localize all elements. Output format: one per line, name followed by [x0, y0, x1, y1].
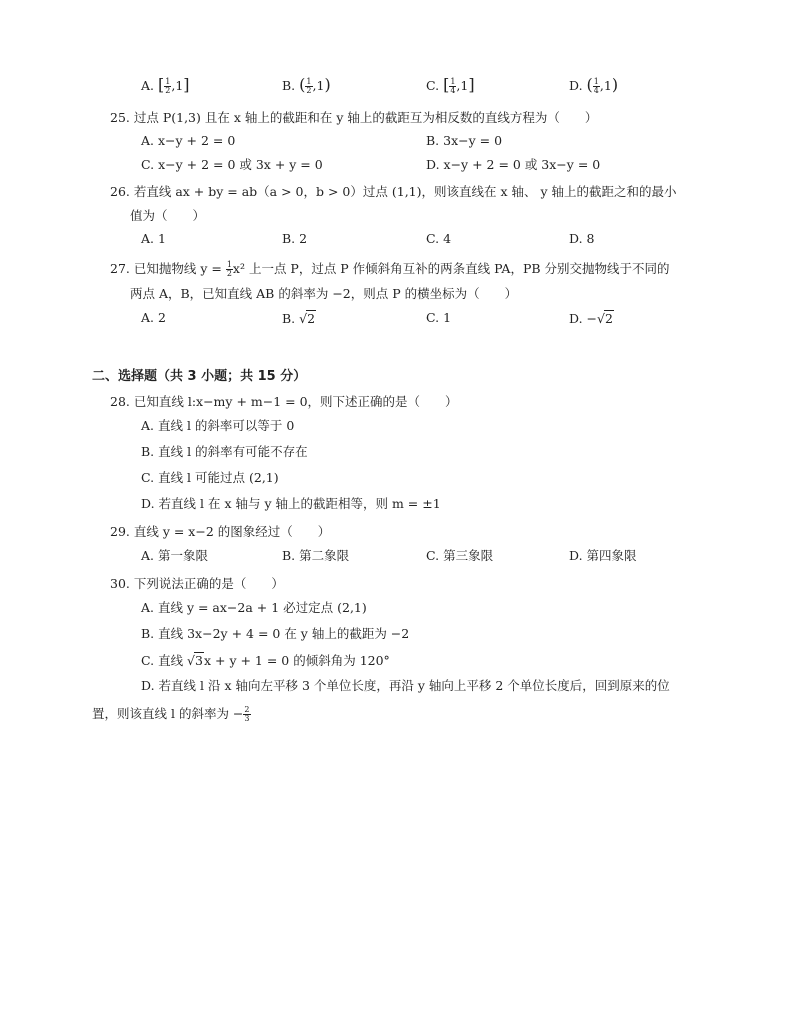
q24-option-c: C. [ $\frac{1}{4}$ ,1]	[426, 75, 475, 95]
q28-option-b: B. 直线 l 的斜率有可能不存在	[141, 444, 308, 459]
sqrt-sign-icon: √	[299, 311, 308, 326]
q27-option-d: D. −√2	[569, 311, 613, 326]
q25-option-d: D. x−y + 2 = 0 或 3x−y = 0	[426, 157, 601, 172]
q25-option-a: A. x−y + 2 = 0	[141, 133, 236, 148]
sqrt-sign-icon: √	[187, 653, 196, 668]
q27-stem-line1: 27. 已知抛物线 y = $\frac{1}{2}$ x² 上一点 P，过点 P 作倾斜角互补的两条直线 PA，PB 分别交抛物线于不同的	[110, 260, 670, 278]
section-title: 二、选择题（共 3 小题；共 15 分）	[92, 369, 307, 384]
q24-option-a: A. [ $\frac{1}{2}$ ,1]	[141, 75, 190, 95]
q30-option-d-line1: D. 若直线 l 沿 x 轴向左平移 3 个单位长度，再沿 y 轴向上平移 2 个单位长度后，回到原来的位	[141, 678, 670, 693]
q25-option-b: B. 3x−y = 0	[426, 133, 503, 148]
q30-option-a: A. 直线 y = ax−2a + 1 必过定点 (2,1)	[141, 600, 367, 615]
q26-option-a: A. 1	[141, 231, 166, 246]
q28-option-d: D. 若直线 l 在 x 轴与 y 轴上的截距相等，则 m = ±1	[141, 496, 441, 511]
q28-option-a: A. 直线 l 的斜率可以等于 0	[141, 418, 295, 433]
q25-stem: 25. 过点 P(1,3) 且在 x 轴上的截距和在 y 轴上的截距互为相反数的直线方程为（ ）	[110, 110, 598, 125]
q30-option-b: B. 直线 3x−2y + 4 = 0 在 y 轴上的截距为 −2	[141, 626, 410, 641]
q25-option-c: C. x−y + 2 = 0 或 3x + y = 0	[141, 157, 323, 172]
q26-option-c: C. 4	[426, 231, 452, 246]
q27-option-c: C. 1	[426, 310, 452, 325]
q29-option-a: A. 第一象限	[141, 548, 208, 563]
q24-option-b: B. ( $\frac{1}{2}$ ,1)	[282, 75, 331, 95]
q30-option-c: C. 直线 √3x + y + 1 = 0 的倾斜角为 120°	[141, 653, 390, 668]
q26-stem-line1: 26. 若直线 ax + by = ab（a > 0，b > 0）过点 (1,1)，则该直线在 x 轴、 y 轴上的截距之和的最小	[110, 184, 677, 199]
q29-stem: 29. 直线 y = x−2 的图象经过（ ）	[110, 524, 331, 539]
q27-stem-line2: 两点 A，B，已知直线 AB 的斜率为 −2，则点 P 的横坐标为（ ）	[130, 286, 518, 301]
q26-option-d: D. 8	[569, 231, 595, 246]
q30-option-d-line2: 置，则该直线 l 的斜率为 − $\frac{2}{3}$	[92, 705, 250, 723]
q26-stem-line2: 值为（ ）	[130, 208, 206, 223]
q28-option-c: C. 直线 l 可能过点 (2,1)	[141, 470, 279, 485]
q29-option-c: C. 第三象限	[426, 548, 494, 563]
q27-option-b: B. √2	[282, 311, 316, 326]
sqrt-sign-icon: √	[597, 311, 605, 326]
q29-option-d: D. 第四象限	[569, 548, 637, 563]
q26-option-b: B. 2	[282, 231, 308, 246]
q29-option-b: B. 第二象限	[282, 548, 350, 563]
q27-option-a: A. 2	[141, 310, 166, 325]
q28-stem: 28. 已知直线 l:x−my + m−1 = 0，则下述正确的是（ ）	[110, 394, 458, 409]
q24-option-d: D. ( $\frac{1}{4}$ ,1)	[569, 75, 619, 95]
q30-stem: 30. 下列说法正确的是（ ）	[110, 576, 284, 591]
